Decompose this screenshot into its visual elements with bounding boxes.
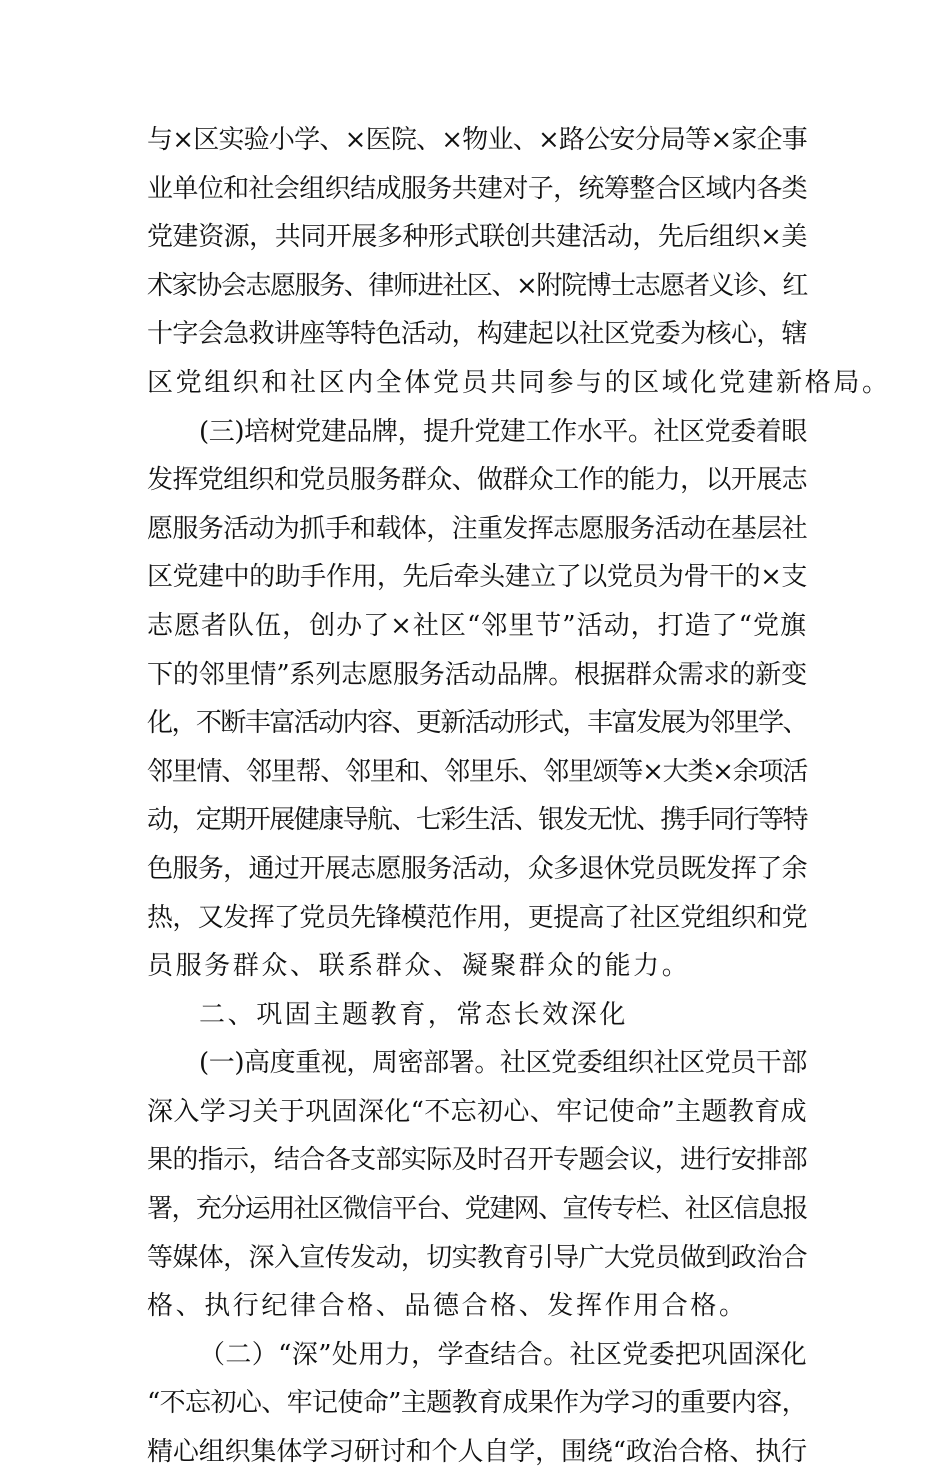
text-line: 深入学习关于巩固深化“不忘初心、牢记使命”主题教育成	[147, 1096, 807, 1127]
text-line: 色服务，通过开展志愿服务活动，众多退休党员既发挥了余	[147, 853, 807, 884]
text-line: 与×区实验小学、×医院、×物业、×路公安分局等×家企事	[147, 125, 808, 155]
text-line: 格、执行纪律合格、品德合格、发挥作用合格。	[147, 1291, 748, 1322]
text-line: (一)高度重视，周密部署。社区党委组织社区党员干部	[199, 1048, 807, 1079]
document-body	[147, 116, 891, 1477]
text-line: 业单位和社会组织结成服务共建对子，统筹整合区域内各类	[147, 173, 807, 204]
text-line: “不忘初心、牢记使命”主题教育成果作为学习的重要内容，	[147, 1388, 807, 1419]
text-line: 邻里情、邻里帮、邻里和、邻里乐、邻里颂等×大类×余项活	[147, 756, 807, 787]
text-line: 果的指示，结合各支部实际及时召开专题会议，进行安排部	[147, 1145, 807, 1176]
text-line: 党建资源，共同开展多种形式联创共建活动，先后组织×美	[147, 222, 807, 253]
text-line: （二）“深”处用力，学查结合。社区党委把巩固深化	[199, 1339, 807, 1370]
text-line: 术家协会志愿服务、律师进社区、×附院博士志愿者义诊、红	[147, 270, 807, 301]
text-line: 发挥党组织和党员服务群众、做群众工作的能力，以开展志	[147, 465, 807, 496]
text-line: 化，不断丰富活动内容、更新活动形式，丰富发展为邻里学、	[147, 708, 807, 739]
text-line: 动，定期开展健康导航、七彩生活、银发无忧、携手同行等特	[147, 805, 807, 836]
text-line: (三)培树党建品牌，提升党建工作水平。社区党委着眼	[199, 416, 807, 447]
text-line: 志愿者队伍，创办了×社区“邻里节”活动，打造了“党旗	[147, 610, 807, 641]
text-line: 二、巩固主题教育，常态长效深化	[199, 999, 628, 1030]
text-line: 署，充分运用社区微信平台、党建网、宣传专栏、社区信息报	[147, 1194, 807, 1225]
text-line: 区党组织和社区内全体党员共同参与的区域化党建新格局。	[147, 367, 891, 398]
text-line: 热，又发挥了党员先锋模范作用，更提高了社区党组织和党	[147, 902, 807, 933]
text-line: 愿服务活动为抓手和载体，注重发挥志愿服务活动在基层社	[147, 513, 807, 544]
text-line: 下的邻里情”系列志愿服务活动品牌。根据群众需求的新变	[147, 659, 807, 690]
text-line: 员服务群众、联系群众、凝聚群众的能力。	[147, 951, 691, 982]
text-line: 十字会急救讲座等特色活动，构建起以社区党委为核心，辖	[147, 319, 807, 350]
text-line: 精心组织集体学习研讨和个人自学，围绕“政治合格、执行	[147, 1437, 807, 1468]
text-line: 区党建中的助手作用，先后牵头建立了以党员为骨干的×支	[147, 562, 807, 593]
text-line: 等媒体，深入宣传发动，切实教育引导广大党员做到政治合	[147, 1242, 807, 1273]
